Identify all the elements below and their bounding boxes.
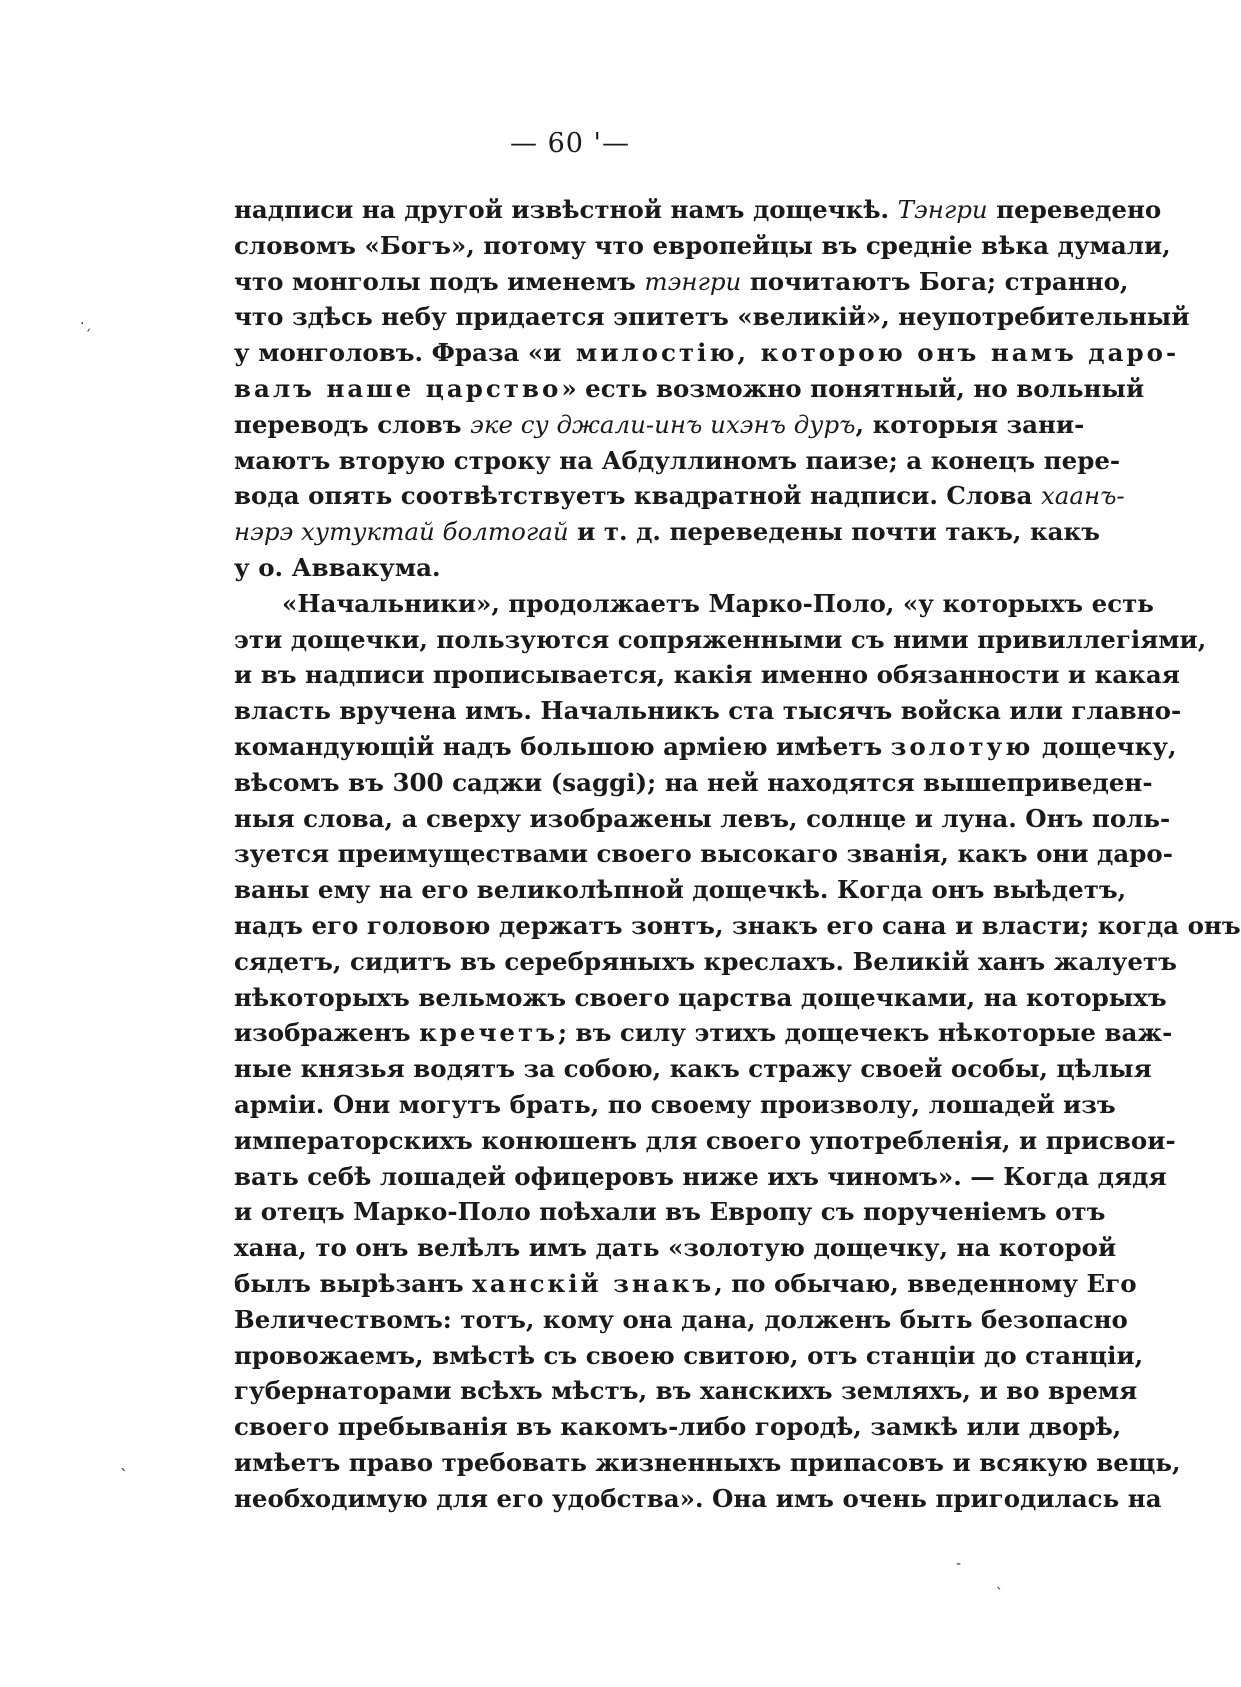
text-segment: нѣкоторыхъ вельможъ своего царства дощечками, на которыхъ bbox=[234, 982, 1167, 1012]
text-segment: сядетъ, сидитъ въ серебряныхъ креслахъ. Великій ханъ жалуетъ bbox=[234, 946, 1177, 976]
text-segment: и отецъ Марко-Поло поѣхали въ Европу съ порученіемъ отъ bbox=[234, 1197, 1106, 1227]
spaced-text: и милостію, которою онъ намъ даро- bbox=[543, 338, 1180, 368]
italic-text: Тэнгри bbox=[897, 195, 988, 224]
text-segment: маютъ вторую строку на Абдуллиномъ паизе; а конецъ пере- bbox=[234, 445, 1121, 475]
text-segment: эти дощечки, пользуются сопряженными съ ними привиллегіями, bbox=[234, 624, 1207, 654]
text-line bbox=[234, 1123, 1176, 1159]
text-line bbox=[234, 729, 1177, 765]
text-segment: губернаторами всѣхъ мѣстъ, въ ханскихъ земляхъ, и во время bbox=[234, 1376, 1138, 1406]
text-line bbox=[234, 836, 1173, 872]
text-segment: хана, то онъ велѣлъ имъ дать «золотую дощечку, на которой bbox=[234, 1233, 1117, 1263]
text-line bbox=[234, 1087, 1116, 1123]
speck-mark: ˎ bbox=[996, 1574, 1003, 1590]
text-segment: надписи на другой извѣстной намъ дощечкѣ. bbox=[234, 195, 898, 224]
text-line bbox=[234, 1302, 1128, 1338]
text-line bbox=[234, 192, 1162, 228]
text-line bbox=[234, 1015, 1173, 1051]
text-segment: переведено bbox=[987, 195, 1162, 224]
text-segment: ныя слова, а сверху изображены левъ, солнце и луна. Онъ поль- bbox=[234, 803, 1171, 833]
text-segment: почитаютъ Бога; странно, bbox=[741, 266, 1129, 296]
text-line bbox=[234, 1230, 1117, 1266]
text-line bbox=[234, 657, 1180, 693]
text-segment: словомъ «Богъ», потому что европейцы въ средніе вѣка думали, bbox=[234, 230, 1171, 260]
text-segment: , которыя зани- bbox=[855, 409, 1085, 439]
italic-text: эке су джали-инъ ихэнъ дуръ bbox=[470, 409, 856, 439]
text-line bbox=[234, 586, 1154, 622]
text-segment: вода опять соотвѣтствуетъ квадратной надписи. Слова bbox=[234, 481, 1041, 511]
text-segment: ные князья водятъ за собою, какъ стражу своей особы, цѣлыя bbox=[234, 1054, 1152, 1084]
text-line bbox=[234, 407, 1085, 443]
text-segment: провожаемъ, вмѣстѣ съ своею свитою, отъ станціи до станціи, bbox=[234, 1340, 1144, 1370]
text-line bbox=[234, 980, 1167, 1016]
text-segment: вать себѣ лошадей офицеровъ ниже ихъ чиномъ». — Когда дядя bbox=[234, 1161, 1167, 1191]
text-segment: и т. д. переведены почти такъ, какъ bbox=[568, 517, 1101, 547]
text-line bbox=[234, 1051, 1152, 1087]
italic-text: тэнгри bbox=[644, 266, 742, 296]
text-line bbox=[234, 550, 1010, 586]
text-segment: у монголовъ. Фраза « bbox=[234, 338, 544, 368]
text-segment: дощечку, bbox=[1033, 731, 1177, 761]
text-segment: имѣетъ право требовать жизненныхъ припасовъ и всякую вещь, bbox=[234, 1447, 1181, 1477]
text-line bbox=[234, 1338, 1144, 1374]
text-line bbox=[234, 944, 1177, 980]
text-segment: императорскихъ конюшенъ для своего употребленія, и присвои- bbox=[234, 1125, 1176, 1155]
text-segment: командующій надъ большою арміею имѣетъ bbox=[234, 731, 891, 761]
text-line bbox=[234, 693, 1182, 729]
text-segment: что здѣсь небу придается эпитетъ «великій», неупотребительный bbox=[234, 302, 1190, 332]
text-segment: арміи. Они могутъ брать, по своему произволу, лошадей изъ bbox=[234, 1089, 1116, 1119]
text-line bbox=[234, 299, 1190, 335]
text-line bbox=[234, 1481, 1162, 1517]
text-line bbox=[234, 801, 1171, 837]
text-line bbox=[234, 228, 1171, 264]
text-segment: изображенъ bbox=[234, 1018, 420, 1048]
text-segment: и въ надписи прописывается, какія именно обязанности и какая bbox=[234, 660, 1180, 690]
spaced-text: золотую bbox=[890, 731, 1034, 761]
text-line bbox=[234, 264, 1129, 300]
body-text bbox=[234, 192, 1241, 1516]
text-segment: ваны ему на его великолѣпной дощечкѣ. Когда онъ выѣдетъ, bbox=[234, 875, 1127, 905]
italic-text: нэрэ хутуктай болтогай bbox=[234, 517, 569, 547]
text-segment: своего пребыванія въ какомъ-либо городѣ, замкѣ или дворѣ, bbox=[234, 1412, 1122, 1442]
text-segment: необходимую для его удобства». Она имъ очень пригодилась на bbox=[234, 1483, 1162, 1513]
text-line bbox=[234, 1445, 1181, 1481]
text-segment: у о. Аввакума. bbox=[234, 552, 441, 582]
text-segment: «Начальники», продолжаетъ Марко-Поло, «у которыхъ есть bbox=[282, 588, 1154, 618]
text-segment: вѣсомъ въ 300 саджи (saggi); на ней находятся вышеприведен- bbox=[234, 767, 1153, 797]
text-segment: власть вручена имъ. Начальникъ ста тысячъ войска или главно- bbox=[234, 696, 1182, 726]
text-line bbox=[234, 443, 1121, 479]
speck-mark: - bbox=[956, 1556, 962, 1572]
text-line bbox=[234, 371, 1145, 407]
text-line bbox=[234, 1409, 1122, 1445]
text-line bbox=[234, 622, 1207, 658]
spaced-text: кречетъ bbox=[419, 1018, 558, 1048]
text-segment: , по обычаю, введенному Его bbox=[714, 1268, 1137, 1298]
text-line bbox=[234, 908, 1241, 944]
text-line bbox=[234, 335, 1180, 371]
text-segment: переводъ словъ bbox=[234, 409, 471, 439]
speck-mark: ˎ bbox=[120, 1452, 128, 1471]
text-line bbox=[234, 1373, 1138, 1409]
text-line bbox=[234, 1194, 1106, 1230]
speck-mark: ·ˏ bbox=[80, 316, 92, 332]
text-line bbox=[234, 1159, 1167, 1195]
text-line bbox=[234, 1266, 1137, 1302]
text-line bbox=[234, 872, 1127, 908]
text-segment: надъ его головою держатъ зонтъ, знакъ его сана и власти; когда онъ bbox=[234, 910, 1241, 940]
text-segment: былъ вырѣзанъ bbox=[234, 1268, 473, 1298]
text-line bbox=[234, 478, 1125, 514]
text-line bbox=[234, 514, 1101, 550]
italic-text: хаанъ- bbox=[1040, 481, 1125, 511]
text-segment: зуется преимуществами своего высокаго званія, какъ они даро- bbox=[234, 839, 1173, 869]
text-segment: » есть возможно понятный, но вольный bbox=[561, 373, 1145, 403]
page-number: — 60 '— bbox=[510, 128, 630, 159]
spaced-text: валъ наше царство bbox=[234, 373, 562, 403]
text-segment: что монголы подъ именемъ bbox=[234, 266, 645, 296]
spaced-text: ханскій знакъ bbox=[472, 1268, 715, 1298]
text-segment: ; въ силу этихъ дощечекъ нѣкоторые важ- bbox=[557, 1018, 1173, 1048]
text-segment: Величествомъ: тотъ, кому она дана, долженъ быть безопасно bbox=[234, 1304, 1128, 1334]
text-line bbox=[234, 765, 1153, 801]
